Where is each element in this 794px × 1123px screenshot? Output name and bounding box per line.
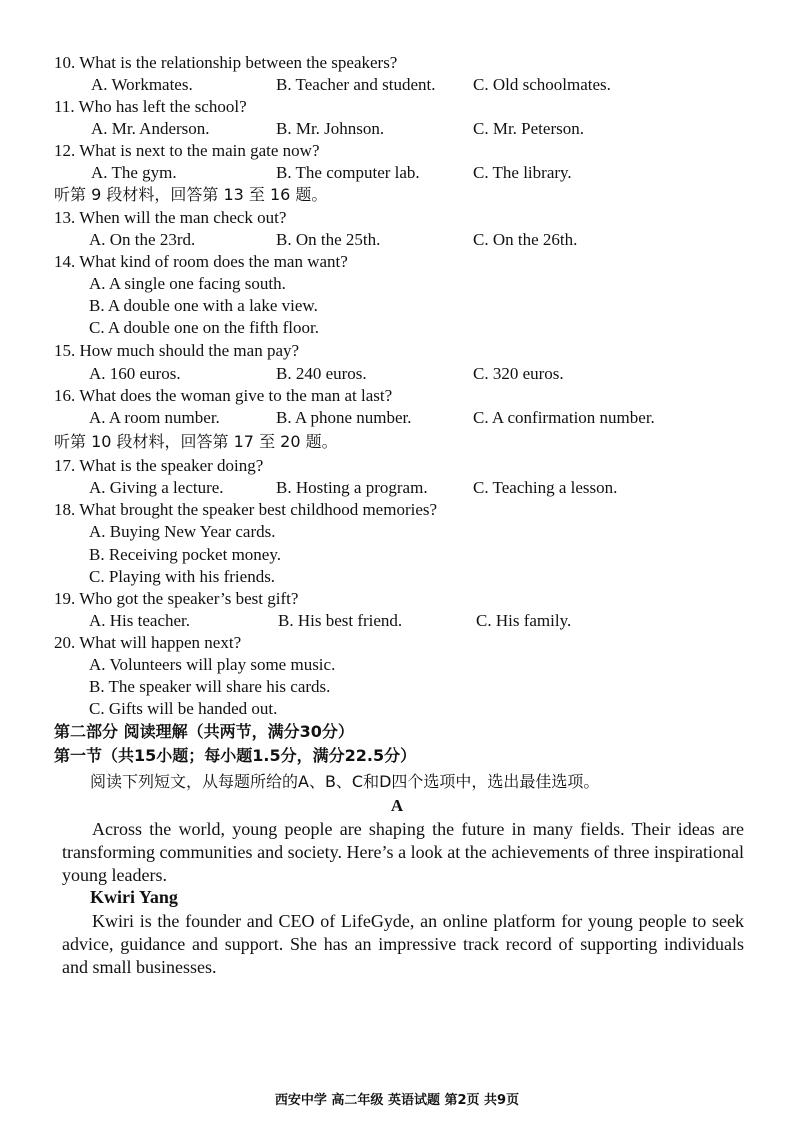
question-18-stem: 18. What brought the speaker best childhood memories? [54, 500, 438, 519]
q16-option-a: A. A room number. [89, 408, 220, 427]
q16-option-b: B. A phone number. [276, 408, 412, 427]
question-12-stem: 12. What is next to the main gate now? [54, 141, 320, 160]
q14-option-b: B. A double one with a lake view. [89, 296, 318, 315]
q20-option-c: C. Gifts will be handed out. [89, 699, 278, 718]
passage-label: A [390, 796, 404, 815]
q13-option-a: A. On the 23rd. [89, 230, 196, 249]
q10-option-a: A. Workmates. [91, 75, 193, 94]
part2-title: 第二部分 阅读理解（共两节，满分30分） [54, 722, 354, 741]
q17-option-a: A. Giving a lecture. [89, 478, 224, 497]
q14-option-c: C. A double one on the fifth floor. [89, 318, 319, 337]
q16-option-c: C. A confirmation number. [473, 408, 655, 427]
q11-option-b: B. Mr. Johnson. [276, 119, 385, 138]
q10-option-b: B. Teacher and student. [276, 75, 436, 94]
q20-option-a: A. Volunteers will play some music. [89, 655, 336, 674]
page-footer: 西安中学 高二年级 英语试题 第2页 共9页 [274, 1093, 520, 1108]
question-15-stem: 15. How much should the man pay? [54, 341, 300, 360]
question-20-stem: 20. What will happen next? [54, 633, 242, 652]
q15-option-c: C. 320 euros. [473, 364, 564, 383]
q19-option-c: C. His family. [476, 611, 572, 630]
q18-option-a: A. Buying New Year cards. [89, 522, 276, 541]
q11-option-a: A. Mr. Anderson. [91, 119, 210, 138]
question-16-stem: 16. What does the woman give to the man at last? [54, 386, 393, 405]
q18-option-c: C. Playing with his friends. [89, 567, 276, 586]
question-17-stem: 17. What is the speaker doing? [54, 456, 264, 475]
q14-option-a: A. A single one facing south. [89, 274, 286, 293]
q15-option-b: B. 240 euros. [276, 364, 367, 383]
question-19-stem: 19. Who got the speaker’s best gift? [54, 589, 299, 608]
q18-option-b: B. Receiving pocket money. [89, 545, 281, 564]
q13-option-b: B. On the 25th. [276, 230, 381, 249]
q12-option-a: A. The gym. [91, 163, 177, 182]
part2-instruction: 阅读下列短文，从每题所给的A、B、C和D四个选项中，选出最佳选项。 [90, 772, 600, 791]
person1-text: Kwiri is the founder and CEO of LifeGyde, an online platform for young people to seek advice, guidance and support. She has an impressive track record of supporting individuals and small businesses. [62, 911, 744, 977]
q17-option-c: C. Teaching a lesson. [473, 478, 618, 497]
section-10-instruction: 听第 10 段材料，回答第 17 至 20 题。 [54, 432, 338, 451]
question-14-stem: 14. What kind of room does the man want? [54, 252, 348, 271]
q15-option-a: A. 160 euros. [89, 364, 181, 383]
section-9-instruction: 听第 9 段材料，回答第 13 至 16 题。 [54, 185, 328, 204]
passage-intro: Across the world, young people are shaping the future in many fields. Their ideas are transforming communities and society. Here’s a look at the achievements of three inspirational young leaders. [62, 819, 744, 885]
q12-option-b: B. The computer lab. [276, 163, 420, 182]
q12-option-c: C. The library. [473, 163, 572, 182]
q19-option-a: A. His teacher. [89, 611, 191, 630]
person1-name: Kwiri Yang [90, 887, 178, 907]
q20-option-b: B. The speaker will share his cards. [89, 677, 331, 696]
part2-section1-title: 第一节（共15小题；每小题1.5分，满分22.5分） [54, 746, 417, 765]
question-10-stem: 10. What is the relationship between the speakers? [54, 53, 398, 72]
q10-option-c: C. Old schoolmates. [473, 75, 611, 94]
q19-option-b: B. His best friend. [278, 611, 403, 630]
q11-option-c: C. Mr. Peterson. [473, 119, 584, 138]
q17-option-b: B. Hosting a program. [276, 478, 428, 497]
question-13-stem: 13. When will the man check out? [54, 208, 287, 227]
q13-option-c: C. On the 26th. [473, 230, 578, 249]
question-11-stem: 11. Who has left the school? [54, 97, 247, 116]
